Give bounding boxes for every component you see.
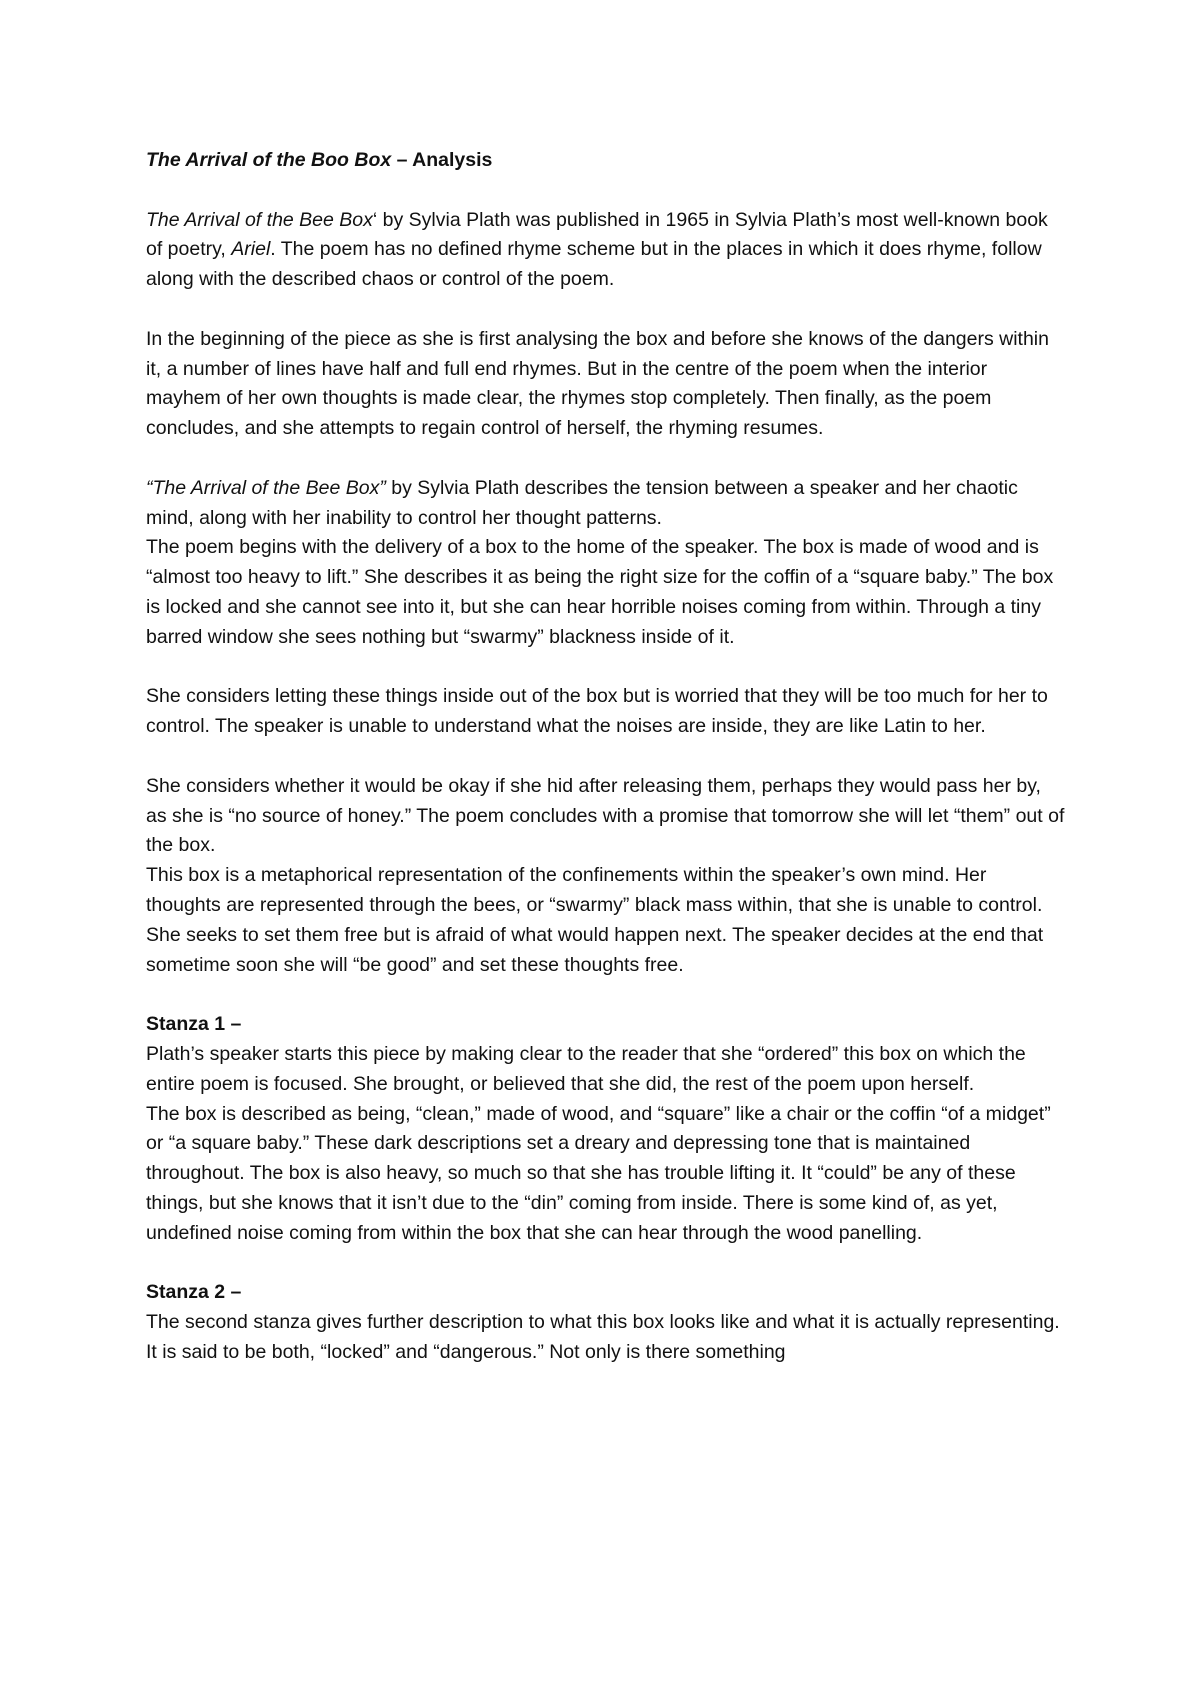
book-title-italic: Ariel	[231, 238, 271, 261]
paragraph-hiding: She considers whether it would be okay if she hid after releasing them, perhaps they would pass her by, as she is “no source of honey.” The poem concludes with a promise that tomorrow she will let “them” out of the box.	[146, 774, 1065, 857]
paragraph-intro	[146, 206, 1066, 295]
poem-title-quoted-italic: “The Arrival of the Bee Box”	[146, 476, 386, 499]
paragraph-rhymes: In the beginning of the piece as she is first analysing the box and before she knows of the dangers within it, a number of lines have half and full end rhymes. But in the centre of the poem when the interior mayhem of her own thoughts is made clear, the rhymes stop completely. Then finally, as the poem concludes, and she attempts to regain control of herself, the rhyming resumes.	[146, 327, 1049, 440]
paragraph-metaphor: This box is a metaphorical representation of the confinements within the speaker’s own mind. Her thoughts are represented through the bees, or “swarmy” black mass within, that she is unable to control. She seeks to set them free but is afraid of what would happen next. The speaker decides at the end that sometime soon she will “be good” and set these thoughts free.	[146, 864, 1044, 976]
stanza-2-paragraph-1: The second stanza gives further description to what this box looks like and what it is actually representing. It is said to be both, “locked” and “dangerous.” Not only is there something	[146, 1311, 1060, 1363]
title-italic: The Arrival of the Boo Box	[146, 149, 392, 171]
paragraph-tension-text: by Sylvia Plath describes the tension between a speaker and her chaotic mind, along with her inability to control her thought patterns.	[146, 476, 1018, 529]
document-title	[146, 146, 1066, 176]
paragraph-letting-out: She considers letting these things inside out of the box but is worried that they will be too much for her to control. The speaker is unable to understand what the noises are inside, they are like Latin to her.	[146, 685, 1048, 738]
poem-title-italic: The Arrival of the Bee Box	[146, 208, 373, 231]
stanza-2-heading: Stanza 2 –	[146, 1281, 242, 1304]
document-page	[146, 146, 1066, 1368]
paragraph-intro-text-b: . The poem has no defined rhyme scheme but in the places in which it does rhyme, follow along with the described chaos or control of the poem.	[146, 238, 1042, 291]
paragraph-intro-text-a: ‘ by Sylvia Plath was published in 1965 in Sylvia Plath’s most well-known book of poetry,	[146, 208, 1048, 261]
stanza-1-paragraph-1: Plath’s speaker starts this piece by making clear to the reader that she “ordered” this box on which the entire poem is focused. She brought, or believed that she did, the rest of the poem upon herself.	[146, 1042, 1026, 1095]
stanza-1-paragraph-2: The box is described as being, “clean,” made of wood, and “square” like a chair or the coffin “of a midget” or “a square baby.” These dark descriptions set a dreary and depressing tone that is maintained throughout. The box is also heavy, so much so that she has trouble lifting it. It “could” be any of these things, but she knows that it isn’t due to the “din” coming from inside. There is some kind of, as yet, undefined noise coming from within the box that she can hear through the wood panelling.	[146, 1102, 1051, 1244]
paragraph-delivery: The poem begins with the delivery of a box to the home of the speaker. The box is made of wood and is “almost too heavy to lift.” She describes it as being the right size for the coffin of a “square baby.” The box is locked and she cannot see into it, but she can hear horrible noises coming from within. Through a tiny barred window she sees nothing but “swarmy” blackness inside of it.	[146, 536, 1054, 648]
title-rest: – Analysis	[391, 149, 493, 171]
paragraph-tension	[146, 474, 1066, 534]
stanza-1-heading: Stanza 1 –	[146, 1013, 242, 1036]
